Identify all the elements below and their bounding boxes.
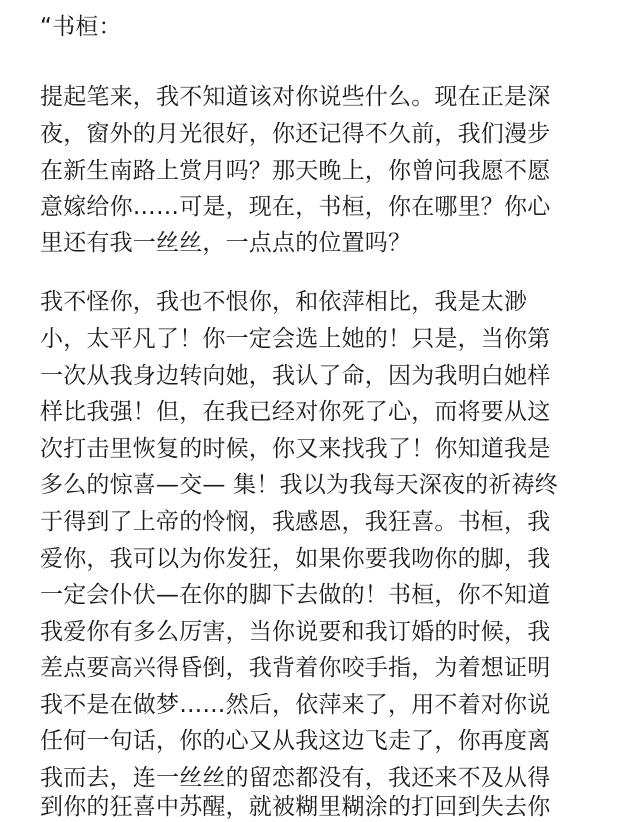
paragraph-2-line: 我爱你有多么厉害，当你说要和我订婚的时候，我	[40, 619, 551, 645]
paragraph-1-line: 夜，窗外的月光很好，你还记得不久前，我们漫步	[40, 121, 551, 147]
paragraph-1-line: 在新生南路上赏月吗？那天晚上，你曾问我愿不愿	[40, 158, 551, 184]
paragraph-2-line: 差点要高兴得昏倒，我背着你咬手指，为着想证明	[40, 655, 551, 681]
paragraph-2-line: 多么的惊喜—交— 集！我以为我每天深夜的祈祷终	[40, 472, 558, 498]
paragraph-1-line: 意嫁给你……可是，现在，书桓，你在哪里？你心	[40, 194, 551, 220]
paragraph-2-line: 样比我强！但，在我已经对你死了心，而将要从这	[40, 399, 551, 425]
paragraph-2-line: 爱你，我可以为你发狂，如果你要我吻你的脚，我	[40, 546, 551, 572]
paragraph-2-line: 一定会仆伏—在你的脚下去做的！书桓，你不知道	[40, 582, 551, 608]
paragraph-1-line: 里还有我一丝丝，一点点的位置吗？	[40, 230, 412, 256]
paragraph-1-line: 提起笔来，我不知道该对你说些什么。现在正是深	[40, 84, 551, 110]
paragraph-2-line: 一次从我身边转向她，我认了命，因为我明白她样	[40, 363, 551, 389]
paragraph-2-line: 我不是在做梦……然后，依萍来了，用不着对你说	[40, 692, 551, 718]
paragraph-2-line: 小，太平凡了！你一定会选上她的！只是，当你第	[40, 326, 551, 352]
letter-salutation: “书桓：	[40, 14, 122, 40]
paragraph-2-line: 我不怪你，我也不恨你，和依萍相比，我是太渺	[40, 289, 528, 315]
paragraph-2-line: 于得到了上帝的怜悯，我感恩，我狂喜。书桓，我	[40, 509, 551, 535]
paragraph-2-line: 任何一句话，你的心又从我这边飞走了，你再度离	[40, 728, 551, 754]
paragraph-2-line: 我而去，连一丝丝的留恋都没有，我还来不及从得	[40, 765, 551, 791]
paragraph-2-line: 到你的狂喜中苏醒，就被糊里糊涂的打回到失去你	[40, 794, 551, 820]
paragraph-2-line: 次打击里恢复的时候，你又来找我了！你知道我是	[40, 436, 551, 462]
